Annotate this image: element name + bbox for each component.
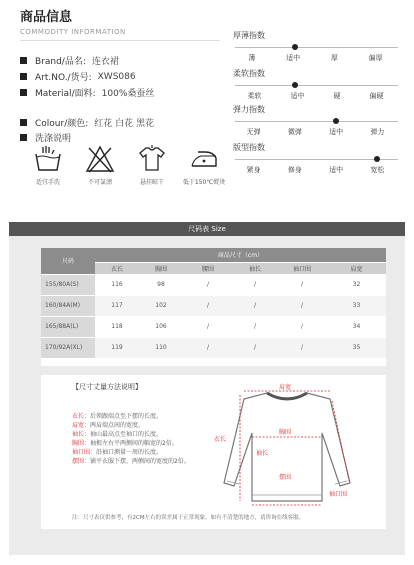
elasticity-index bbox=[233, 104, 398, 137]
measure-desc: 铺平衣服下摆，两侧间的宽度的2倍。 bbox=[90, 458, 190, 465]
table-row bbox=[41, 295, 386, 316]
table-row bbox=[41, 337, 386, 358]
info-value: XWS086 bbox=[97, 71, 136, 82]
info-brand bbox=[20, 54, 119, 67]
index-marker bbox=[292, 82, 298, 88]
info-colour bbox=[20, 116, 154, 129]
index-title: 柔软指数 bbox=[233, 69, 265, 78]
section-title: 商品信息 bbox=[20, 10, 73, 25]
table-cell: 116 bbox=[95, 274, 139, 295]
index-options bbox=[233, 165, 398, 175]
table-cell: / bbox=[233, 337, 277, 358]
wash-label: 不可氯漂 bbox=[87, 179, 112, 186]
measure-line bbox=[72, 456, 190, 465]
measure-desc: 沿袖口测量一周的长度。 bbox=[96, 449, 163, 456]
bullet-icon bbox=[20, 57, 27, 64]
table-row bbox=[41, 274, 386, 295]
index-scale bbox=[233, 117, 398, 126]
index-option: 适中 bbox=[290, 92, 305, 100]
index-option: 偏硬 bbox=[369, 92, 384, 100]
info-label: 洗涤说明 bbox=[35, 134, 72, 144]
title-divider bbox=[20, 40, 220, 41]
measure-desc: 两肩端点间的宽度。 bbox=[90, 422, 145, 429]
table-cell: 117 bbox=[95, 295, 139, 316]
table-cell: 34 bbox=[327, 316, 386, 337]
table-cell: 110 bbox=[139, 337, 183, 358]
measure-desc: 袖山最高点至袖口的长度。 bbox=[90, 431, 163, 438]
size-header: 尺码 bbox=[41, 248, 95, 274]
measure-key: 衣长： bbox=[72, 413, 91, 420]
bullet-icon bbox=[20, 73, 27, 80]
column-header: 袖长 bbox=[233, 262, 277, 274]
bullet-icon bbox=[20, 134, 27, 141]
index-option: 薄 bbox=[248, 54, 256, 62]
index-title: 版型指数 bbox=[233, 143, 265, 152]
wash-item bbox=[182, 144, 226, 186]
wash-item bbox=[134, 144, 170, 186]
measure-key: 胸围： bbox=[72, 440, 91, 447]
table-cell: / bbox=[183, 274, 233, 295]
index-option: 适中 bbox=[329, 166, 344, 174]
sleeve-label: 袖长 bbox=[256, 450, 269, 457]
index-bar bbox=[235, 47, 398, 48]
info-wash-title bbox=[20, 131, 77, 144]
table-cell: 102 bbox=[139, 295, 183, 316]
index-title: 厚薄指数 bbox=[233, 31, 265, 40]
table-cell: / bbox=[277, 316, 327, 337]
size-table-heading: 尺码表 Size bbox=[9, 222, 405, 236]
no-bleach-icon bbox=[85, 144, 115, 174]
column-header: 腰围 bbox=[183, 262, 233, 274]
table-cell: 98 bbox=[139, 274, 183, 295]
index-option: 弹力 bbox=[370, 128, 385, 136]
index-option: 紧身 bbox=[246, 166, 261, 174]
table-cell: 118 bbox=[95, 316, 139, 337]
column-header: 袖口围 bbox=[277, 262, 327, 274]
index-marker bbox=[292, 44, 298, 50]
table-cell: / bbox=[183, 337, 233, 358]
column-header: 肩宽 bbox=[327, 262, 386, 274]
measure-line bbox=[72, 420, 144, 429]
wash-label: 低于150℃熨烫 bbox=[182, 179, 226, 186]
table-cell: / bbox=[277, 274, 327, 295]
index-options bbox=[233, 91, 398, 101]
index-bar bbox=[235, 121, 398, 122]
info-value: 连衣裙 bbox=[91, 57, 119, 67]
size-cell: 160/84A(M) bbox=[41, 295, 95, 316]
measure-line bbox=[72, 438, 178, 447]
table-cell: 33 bbox=[327, 295, 386, 316]
hang-dry-icon bbox=[137, 144, 167, 174]
table-cell: 119 bbox=[95, 337, 139, 358]
table-cell: 106 bbox=[139, 316, 183, 337]
info-value: 红花 白花 黑花 bbox=[94, 119, 155, 129]
size-cell: 165/88A(L) bbox=[41, 316, 95, 337]
wash-item bbox=[30, 144, 66, 186]
index-option: 无弹 bbox=[246, 128, 261, 136]
length-label: 衣长 bbox=[214, 436, 227, 443]
iron-icon bbox=[189, 144, 219, 174]
info-material bbox=[20, 86, 154, 99]
index-title: 弹力指数 bbox=[233, 105, 265, 114]
sweater-diagram bbox=[212, 383, 362, 513]
measure-desc: 袖根左右平两侧间的幅宽的2倍。 bbox=[90, 440, 178, 447]
measure-line bbox=[72, 447, 162, 456]
index-marker bbox=[333, 118, 339, 124]
column-header: 衣长 bbox=[95, 262, 139, 274]
table-cell: / bbox=[183, 295, 233, 316]
size-cell: 155/80A(S) bbox=[41, 274, 95, 295]
bullet-icon bbox=[20, 89, 27, 96]
index-marker bbox=[374, 156, 380, 162]
table-cell: / bbox=[233, 274, 277, 295]
group-header: 商品尺寸（cm） bbox=[95, 248, 386, 262]
info-label: Colour/颜色: bbox=[35, 119, 89, 129]
measure-key: 肩宽： bbox=[72, 422, 91, 429]
index-option: 硬 bbox=[333, 92, 341, 100]
index-option: 柔软 bbox=[247, 92, 262, 100]
info-article-no bbox=[20, 70, 136, 83]
fit-index bbox=[233, 142, 398, 175]
info-label: Brand/品名: bbox=[35, 57, 86, 67]
wash-label: 适宜手洗 bbox=[35, 179, 60, 186]
index-option: 修身 bbox=[287, 166, 302, 174]
column-header: 胸围 bbox=[139, 262, 183, 274]
index-option: 微弹 bbox=[287, 128, 302, 136]
index-option: 适中 bbox=[286, 54, 301, 62]
wash-label: 悬挂晾干 bbox=[139, 179, 164, 186]
table-row bbox=[41, 316, 386, 337]
measure-key: 摆围： bbox=[72, 458, 91, 465]
index-option: 宽松 bbox=[370, 166, 385, 174]
table-cell: / bbox=[233, 295, 277, 316]
info-value: 100%桑蚕丝 bbox=[101, 89, 155, 99]
measure-key: 袖长： bbox=[72, 431, 91, 438]
hem-label: 摆围 bbox=[279, 474, 292, 481]
thickness-index bbox=[233, 30, 398, 63]
table-cell: 32 bbox=[327, 274, 386, 295]
measure-key: 袖口围： bbox=[72, 449, 97, 456]
index-scale bbox=[233, 155, 398, 164]
table-cell: / bbox=[183, 316, 233, 337]
size-table bbox=[41, 248, 386, 359]
bullet-icon bbox=[20, 119, 27, 126]
measure-desc: 后领跟端点至下摆的长度。 bbox=[90, 413, 163, 420]
chest-label: 胸围 bbox=[279, 429, 292, 436]
section-subtitle: COMMODITY INFORMATION bbox=[20, 28, 126, 36]
index-options bbox=[233, 53, 398, 63]
measure-line bbox=[72, 411, 162, 420]
size-cell: 170/92A(XL) bbox=[41, 337, 95, 358]
table-cell: 35 bbox=[327, 337, 386, 358]
hand-wash-icon bbox=[33, 144, 63, 174]
size-note: 注：尺寸表仅供参考，有2CM左右的误差属于正常现象，如有不清楚的地方，请咨询在线客服。 bbox=[72, 515, 305, 521]
measure-line bbox=[72, 429, 162, 438]
wash-instructions bbox=[30, 144, 226, 186]
index-option: 厚 bbox=[330, 54, 338, 62]
index-options bbox=[233, 127, 398, 137]
info-label: Art.NO./货号: bbox=[35, 73, 92, 83]
index-bar bbox=[235, 85, 398, 86]
table-cell: / bbox=[277, 337, 327, 358]
index-option: 偏厚 bbox=[368, 54, 383, 62]
index-scale bbox=[233, 81, 398, 90]
wash-item bbox=[82, 144, 118, 186]
measure-title: 【尺寸丈量方法说明】 bbox=[72, 383, 142, 391]
table-cell: / bbox=[233, 316, 277, 337]
softness-index bbox=[233, 68, 398, 101]
cuff-label: 袖口围 bbox=[329, 491, 348, 498]
info-label: Material/面料: bbox=[35, 89, 96, 99]
index-scale bbox=[233, 43, 398, 52]
table-cell: / bbox=[277, 295, 327, 316]
index-option: 适中 bbox=[329, 128, 344, 136]
shoulder-label: 肩宽 bbox=[279, 384, 292, 391]
